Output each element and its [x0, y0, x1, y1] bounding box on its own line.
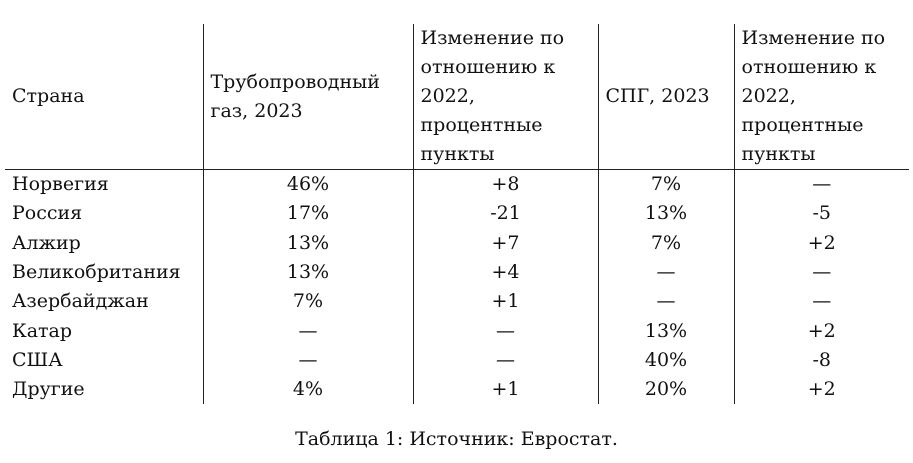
cell-lng-change: — — [812, 261, 832, 284]
header-lng-change: Изменение по отношению к 2022, процентные пункты — [734, 24, 909, 170]
cell-lng-2023: 40% — [598, 346, 734, 375]
cell-lng-2023: 13% — [598, 199, 734, 228]
cell-lng-2023: 7% — [598, 170, 734, 200]
cell-lng-change: +2 — [807, 231, 836, 254]
cell-lng-change: +2 — [807, 378, 836, 401]
cell-pipeline-change: — — [413, 316, 598, 345]
header-pipeline-change: Изменение по отношению к 2022, процентные пункты — [413, 24, 598, 170]
cell-lng-change: +2 — [807, 319, 836, 342]
cell-pipeline-change: — — [413, 346, 598, 375]
cell-pipeline-change: +1 — [413, 287, 598, 316]
cell-pipeline-change: +1 — [413, 375, 598, 404]
cell-lng-change: — — [812, 290, 832, 313]
table-header — [5, 24, 909, 170]
cell-pipeline-gas-2023: — — [203, 316, 413, 345]
table-row — [5, 199, 909, 228]
table-row — [5, 258, 909, 287]
gas-imports-table — [5, 24, 909, 404]
cell-pipeline-gas-2023: 46% — [203, 170, 413, 200]
table-row — [5, 229, 909, 258]
cell-country: Алжир — [5, 229, 203, 258]
cell-country: Россия — [5, 199, 203, 228]
cell-pipeline-change: -21 — [413, 199, 598, 228]
table-row — [5, 375, 909, 404]
cell-pipeline-gas-2023: 13% — [203, 229, 413, 258]
cell-lng-2023: 7% — [598, 229, 734, 258]
table-container — [5, 24, 909, 404]
cell-lng-change: — — [812, 173, 832, 196]
cell-pipeline-gas-2023: 7% — [203, 287, 413, 316]
cell-pipeline-gas-2023: — — [203, 346, 413, 375]
header-country: Страна — [5, 24, 203, 170]
header-row — [5, 24, 909, 170]
cell-country: Азербайджан — [5, 287, 203, 316]
table-body — [5, 170, 909, 405]
cell-pipeline-gas-2023: 13% — [203, 258, 413, 287]
table-row — [5, 287, 909, 316]
cell-lng-2023: — — [598, 287, 734, 316]
cell-lng-2023: 20% — [598, 375, 734, 404]
cell-pipeline-gas-2023: 4% — [203, 375, 413, 404]
cell-country: Норвегия — [5, 170, 203, 200]
table-caption: Таблица 1: Источник: Евростат. — [295, 428, 618, 450]
cell-pipeline-change: +7 — [413, 229, 598, 258]
table-row — [5, 170, 909, 200]
cell-country: США — [5, 346, 203, 375]
header-pipeline-gas-2023: Трубопроводный газ, 2023 — [203, 24, 413, 170]
cell-pipeline-change: +8 — [413, 170, 598, 200]
cell-lng-change: -8 — [812, 348, 831, 371]
table-row — [5, 316, 909, 345]
table-row — [5, 346, 909, 375]
cell-country: Другие — [5, 375, 203, 404]
cell-lng-change: -5 — [812, 202, 831, 225]
cell-pipeline-gas-2023: 17% — [203, 199, 413, 228]
cell-country: Великобритания — [5, 258, 203, 287]
cell-lng-2023: — — [598, 258, 734, 287]
cell-pipeline-change: +4 — [413, 258, 598, 287]
cell-lng-2023: 13% — [598, 316, 734, 345]
header-lng-2023: СПГ, 2023 — [598, 24, 734, 170]
cell-country: Катар — [5, 316, 203, 345]
